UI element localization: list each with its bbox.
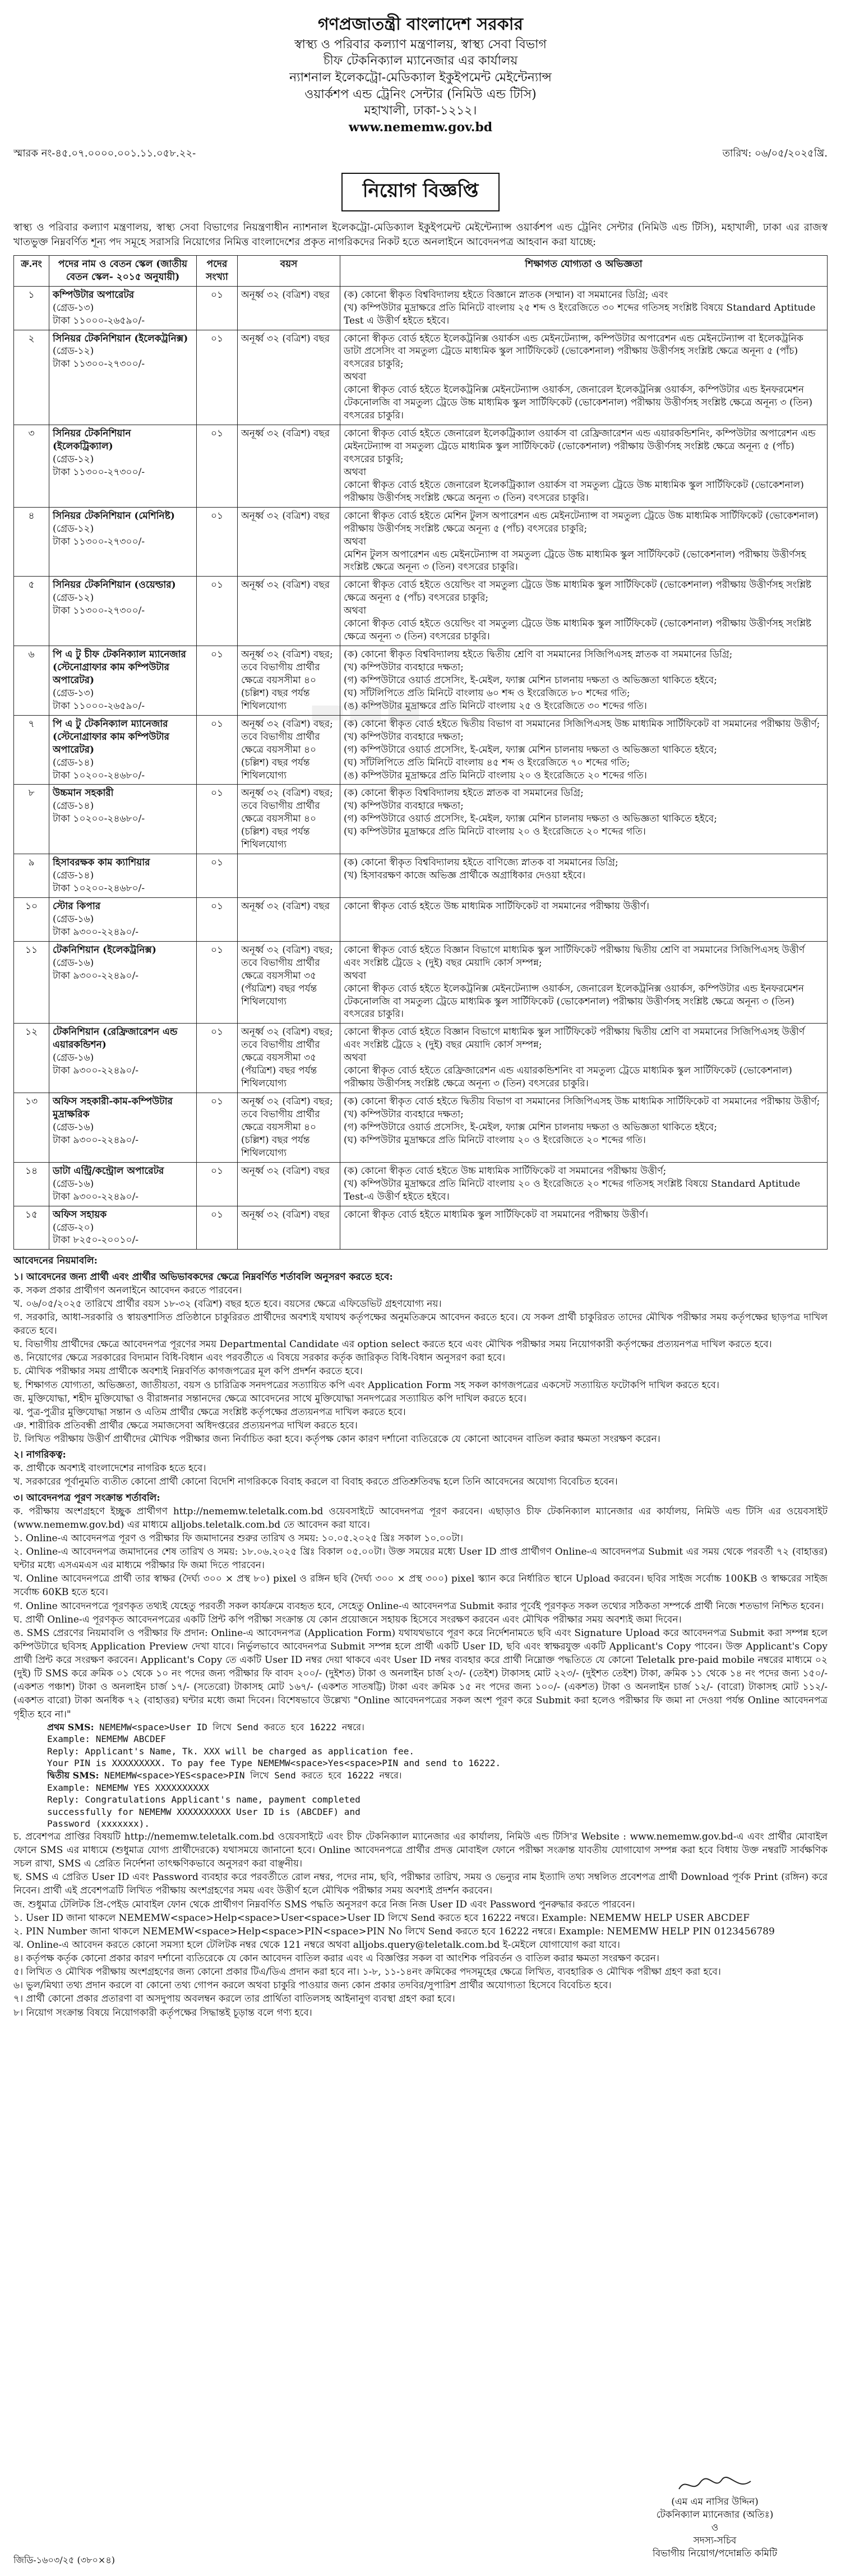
row-age: অনূর্ধ্ব ৩২ (বত্রিশ) বছর [238,897,340,941]
row-qty: ০১ [197,715,238,785]
part3-list [13,1505,828,1721]
intro-paragraph: স্বাস্থ্য ও পরিবার কল্যাণ মন্ত্রণালয়, স্বাস্থ্য সেবা বিভাগের নিয়ন্ত্রণাধীন ন্যাশনাল ইলেকট্রো-মেডিক্যাল ইকুইপমেন্ট মেইন্টেন্যান্স ওয়ার্কশপ এন্ড ট্রেনিং সেন্টার (নিমিউ এন্ড টিসি), মহাখালী, ঢাকা এর রাজস্ব খাতভুক্ত নিম্নবর্ণিত শূন্য পদ সমূহে সরাসরি নিয়োগের নিমিত্ত বাংলাদেশের প্রকৃত নাগরিকদের নিকট হতে অনলাইনে আবেদনপত্র আহবান করা যাচ্ছে: [13,221,828,248]
row-qty: ০১ [197,941,238,1024]
table-row [14,507,828,577]
qualification-line: (খ) কম্পিউটার ব্যবহারে দক্ষতা; [344,1109,464,1120]
condition-item: ছ. SMS এ প্রেরিত User ID এবং Password ব্যবহার করে পরবর্তীতে রোল নম্বর, পদের নাম, ছবি, পরীক্ষার তারিখ, সময় ও ভেন্যুর নাম ইত্যাদি তথ্য সম্বলিত প্রবেশপত্র প্রার্থী Download পূর্বক Print (রঙ্গিন) করে নিবেন। প্রার্থী এই প্রবেশপত্রটি লিখিত পরীক্ষায় অংশগ্রহণের সময় এবং উত্তীর্ণ হলে মৌখিক পরীক্ষার সময় অবশ্যই প্রদর্শন করবেন। [13,1872,828,1897]
row-post [49,425,197,508]
row-qty: ০১ [197,286,238,330]
qualification-line: (ক) কোনো স্বীকৃত বোর্ড হইতে দ্বিতীয় বিভাগ বা সমমানের সিজিপিএসহ উচ্চ মাধ্যমিক সার্টিফিকেট বা সমমানের পরীক্ষায় উত্তীর্ণ; [344,1096,820,1108]
post-name: হিসাবরক্ষক কাম ক্যাশিয়ার [53,857,150,869]
qualification-line: (গ) কম্পিউটারে ওয়ার্ড প্রসেসিং, ই-মেইল, ফ্যাক্স মেশিন চালনায় দক্ষতা ও অভিজ্ঞতা থাকিতে হইবে; [344,674,717,686]
qualification-line: অথবা [344,605,367,617]
condition-item: ঘ. প্রার্থী Online-এ পূরণকৃত আবেদনপত্রের একটি প্রিন্ট কপি পরীক্ষা সংক্রান্ত যে কোন প্রয়োজনে সহায়ক হিসেবে সংরক্ষণ করবেন এবং মৌখিক পরীক্ষার সময় অবশ্যই জমা দিবেন। [13,1614,682,1625]
qualification-line: কোনো স্বীকৃত বোর্ড হইতে ওয়েল্ডিং বা সমতুল্য ট্রেডে উচ্চ মাধ্যমিক স্কুল সার্টিফিকেট (ভোকেশনাল) পরীক্ষায় উত্তীর্ণসহ সংশ্লিষ্ট ক্ষেত্রে অনূন্য ৩ (তিন) বৎসরের চাকুরি। [344,618,812,643]
row-sl: ৯ [14,854,49,898]
row-post [49,715,197,785]
center-name-2: ওয়ার্কশপ এন্ড ট্রেনিং সেন্টার (নিমিউ এন্ড টিসি) [304,87,537,102]
row-qty: ০১ [197,425,238,508]
qualification-line: (খ) কম্পিউটার মুদ্রাক্ষরে প্রতি মিনিটে বাংলায় ২৫ শব্দ ও ইংরেজিতে ৩০ শব্দের গতিসহ সংশ্লিষ্ট বিষয়ে Standard Aptitude Test এ উত্তীর্ণ হইতে হইবে। [344,302,816,326]
row-post [49,897,197,941]
post-name: টেকনিশিয়ান (ইলেকট্রনিক্স) [53,944,156,956]
row-qty: ০১ [197,1206,238,1250]
qualification-line: (খ) কম্পিউটার ব্যবহারে দক্ষতা; [344,662,464,673]
row-qty: ০১ [197,897,238,941]
post-grade: (গ্রেড-১২) টাকা ১১৩০০-২৭৩০০/- [53,523,145,547]
row-age: অনূর্ধ্ব ৩২ (বত্রিশ) বছর [238,507,340,577]
memo-date: তারিখ: ০৬/০৫/২০২৫খ্রি. [722,147,828,159]
condition-item: ১. Online-এ আবেদনপত্র পূরণ ও পরীক্ষার ফি জমাদানের শুরুর তারিখ ও সময়: ১০.০৫.২০২৫ খ্রিঃ সকাল ১০.০০টা। [13,1532,464,1544]
signatory-role: ও [711,2522,719,2533]
row-qualification [340,577,828,646]
vacancy-rows [14,286,828,1250]
qualification-line: (খ) কম্পিউটার মুদ্রাক্ষরে প্রতি মিনিটে বাংলায় ২০ ও ইংরেজিতে ২০ শব্দের গতিসহ সংশ্লিষ্ট বিষয়ে Standard Aptitude Test-এ উত্তীর্ণ হইতে হইবে। [344,1178,801,1202]
condition-item: ঙ. নিয়োগের ক্ষেত্রে সরকারের বিদ্যমান বিধি-বিধান এবং পরবর্তীতে এ বিষয়ে সরকার কর্তৃক জারিকৃত বিধি-বিধান অনুসরণ করা হবে। [13,1352,506,1364]
row-qty: ০১ [197,577,238,646]
row-qty: ০১ [197,646,238,716]
qualification-line: কোনো স্বীকৃত বোর্ড হইতে ইলেকট্রনিক্স ওয়ার্কস এন্ড মেইনটেন্যান্স, কম্পিউটার অপারেশন এন্ড মেইনটেন্যান্স বা ইলেকট্রনিক ডাটা প্রসেসিং বা সমতুল্য ট্রেডে মাধ্যমিক স্কুল সার্টিফিকেট (ভোকেশনাল) পরীক্ষায় উত্তীর্ণসহ সংশ্লিষ্ট ক্ষেত্রে অনূন্য ৫ (পাঁচ) বৎসরের চাকুরি; [344,333,803,370]
condition-item: জ. মুক্তিযোদ্ধা, শহীদ মুক্তিযোদ্ধা ও বীরাঙ্গনার সন্তানদের ক্ষেত্রে আবেদনের সাথে মুক্তিযোদ্ধা সনদপত্রের সত্যায়িত কপি দাখিল করতে হবে। [13,1393,526,1404]
row-sl: ১৫ [14,1206,49,1250]
condition-item: ৭। প্রার্থী কোনো প্রকার প্রতারণা বা অসদুপায় অবলম্বন করলে তার প্রার্থিতা বাতিলসহ আইনানুগ ব্যবস্থা গ্রহণ করা হবে। [13,1993,455,2005]
row-sl: ২ [14,330,49,425]
row-post [49,646,197,716]
post-grade: (গ্রেড-১৬) টাকা ৯৩০০-২২৪৯০/- [53,957,139,981]
part1-title: ১। আবেদনের জন্য প্রার্থী এবং প্রার্থীর অভিভাবকদের ক্ষেত্রে নিম্নবর্ণিত শর্তাবলি অনুসরণ করতে হবে: [13,1271,393,1283]
signature-block [622,2473,807,2560]
sms-second [13,1769,828,1830]
table-header-row [14,255,828,286]
qualification-line: (খ) কম্পিউটার ব্যবহারে দক্ষতা; [344,800,464,812]
footer [13,2553,828,2568]
qualification-line: (ক) কোনো স্বীকৃত বোর্ড হইতে দ্বিতীয় বিভাগ বা সমমানের সিজিপিএসহ উচ্চ মাধ্যমিক সার্টিফিকেট বা সমমানের পরীক্ষায় উত্তীর্ণ; [344,718,820,730]
table-row [14,1093,828,1163]
post-grade: (গ্রেড-১২) টাকা ১১৩০০-২৭৩০০/- [53,453,145,478]
qualification-line: অথবা [344,970,367,981]
part3-title: ৩। আবেদনপত্র পূরণ সংক্রান্ত শর্তাবলি: [13,1492,160,1504]
footer-code: জিডি-১৬০৩/২৫ (৩৮০×৪) [13,2555,115,2565]
qualification-line: (ক) কোনো স্বীকৃত বিশ্ববিদ্যালয় হইতে বিজ্ঞানে স্নাতক (সম্মান) বা সমমানের ডিগ্রি; এবং [344,289,668,301]
header-post: পদের নাম ও বেতন স্কেল (জাতীয় বেতন স্কেল- ২০১৫ অনুযায়ী) [49,255,197,286]
condition-item: খ. ০৬/০৫/২০২৫ তারিখে প্রার্থীর বয়স ১৮-৩২ (বত্রিশ) বছর হতে হবে। বয়সের ক্ষেত্রে এফিডেভিট গ্রহণযোগ্য নয়। [13,1298,442,1310]
part2-list [13,1462,828,1489]
row-age: অনূর্ধ্ব ৩২ (বত্রিশ) বছর [238,1206,340,1250]
qualification-line: অথবা [344,1052,367,1064]
row-post [49,785,197,854]
row-qty: ০১ [197,854,238,898]
row-sl: ৪ [14,507,49,577]
signatory-role-2: সদস্য-সচিব [693,2534,737,2546]
condition-item: খ. সরকারের পূর্বানুমতি ব্যতীত কোনো প্রার্থী কোনো বিদেশি নাগরিককে বিবাহ করলে বা বিবাহ করতে প্রতিশ্রুতিবদ্ধ হলে তিনি আবেদনের অযোগ্য বিবেচিত হবেন। [13,1476,618,1488]
table-row [14,425,828,508]
condition-item: ক. প্রার্থীকে অবশ্যই বাংলাদেশের নাগরিক হতে হবে। [13,1463,206,1474]
row-post [49,1024,197,1093]
table-row [14,577,828,646]
row-qty: ০১ [197,1024,238,1093]
header-age: বয়স [238,255,340,286]
memo-line [13,145,828,163]
row-qualification [340,897,828,941]
row-qualification [340,854,828,898]
row-sl: ৮ [14,785,49,854]
qualification-line: কোনো স্বীকৃত বোর্ড হইতে বিজ্ঞান বিভাগে মাধ্যমিক স্কুল সার্টিফিকেট পরীক্ষায় দ্বিতীয় শ্রেণি বা সমমানের সিজিপিএসহ উত্তীর্ণ এবং সংশ্লিষ্ট ট্রেডে ২ (দুই) বছর মেয়াদি কোর্স সম্পন্ন; [344,1026,805,1051]
part2-title: ২। নাগরিকত্ব: [13,1449,66,1461]
post-grade: (গ্রেড-১৬) টাকা ৯৩০০-২২৪৯০/- [53,1121,139,1146]
post-name: উচ্চমান সহকারী [53,787,114,799]
row-sl: ১০ [14,897,49,941]
row-sl: ১৩ [14,1093,49,1163]
row-sl: ৩ [14,425,49,508]
post-grade: (গ্রেড-১৩) টাকা ১১০০০-২৬৫৯০/- [53,302,145,326]
office-name: চীফ টেকনিক্যাল ম্যানেজার এর কার্যালয় [323,54,518,68]
qualification-line: (গ) কম্পিউটারে ওয়ার্ড প্রসেসিং, ই-মেইল, ফ্যাক্স মেশিন চালনায় দক্ষতা ও অভিজ্ঞতা থাকিতে হইবে; [344,813,717,825]
qualification-line: কোনো স্বীকৃত বোর্ড হইতে ইলেকট্রনিক্স মেইনটেন্যান্স ওয়ার্কস, জেনারেল ইলেকট্রনিক্স ওয়ার্কস, কম্পিউটার এন্ড ইনফরমেশন টেকনোলজি বা সমতুল্য ট্রেডে উচ্চ মাধ্যমিক স্কুল সার্টিফিকেট (ভোকেশনাল) পরীক্ষায় উত্তীর্ণসহ সংশ্লিষ্ট ক্ষেত্রে অনূন্য ৩ (তিন) বৎসরের চাকুরি। [344,384,813,422]
row-qualification [340,1206,828,1250]
qualification-line: (ক) কোনো স্বীকৃত বোর্ড হইতে উচ্চ মাধ্যমিক সার্টিফিকেট বা সমমানের পরীক্ষায় উত্তীর্ণ; [344,1165,667,1177]
header-qualification: শিক্ষাগত যোগ্যতা ও অভিজ্ঞতা [340,255,828,286]
table-row [14,854,828,898]
qualification-line: (ঘ) কম্পিউটার মুদ্রাক্ষরে প্রতি মিনিটে বাংলায় ২০ ও ইংরেজিতে ২০ শব্দের গতি। [344,1134,646,1146]
row-qty: ০১ [197,785,238,854]
row-qualification [340,941,828,1024]
qualification-line: কোনো স্বীকৃত বোর্ড হইতে মেশিন টুলস অপারেশন এন্ড মেইনটেন্যান্স বা সমতুল্য ট্রেডে উচ্চ মাধ্যমিক সার্টিফিকেট (ভোকেশনাল) পরীক্ষায় উত্তীর্ণসহ সংশ্লিষ্ট ক্ষেত্রে অনূন্য ৫ (পাঁচ) বৎসরের চাকুরি; [344,510,819,534]
qualification-line: কোনো স্বীকৃত বোর্ড হইতে জেনারেল ইলেকট্রিক্যাল ওয়ার্কস বা সমতুল্য ট্রেডে উচ্চ মাধ্যমিক স্কুল সার্টিফিকেট (ভোকেশনাল) পরীক্ষায় উত্তীর্ণসহ সংশ্লিষ্ট ক্ষেত্রে অনূন্য ৩ (তিন) বৎসরের চাকুরি। [344,479,804,504]
post-name: টেকনিশিয়ান (রেফ্রিজারেশন এন্ড এয়ারকন্ডিশন) [53,1026,178,1051]
qualification-line: কোনো স্বীকৃত বোর্ড হইতে বিজ্ঞান বিভাগে মাধ্যমিক স্কুল সার্টিফিকেট পরীক্ষায় দ্বিতীয় শ্রেণি বা সমমানের সিজিপিএসহ উত্তীর্ণ এবং সংশ্লিষ্ট ট্রেডে ২ (দুই) বছর মেয়াদি কোর্স সম্পন্ন; [344,944,805,969]
condition-item: গ. Online আবেদনপত্রে পূরণকৃত তথ্যই যেহেতু পরবর্তী সকল কার্যক্রমে ব্যবহৃত হবে, সেহেতু Online-এ আবেদনপত্র Submit করার পূর্বেই পূরণকৃত সকল তথ্যের সঠিকতা সম্পর্কে প্রার্থী নিজে শতভাগ নিশ্চিত হবেন। [13,1600,824,1612]
notice-title: নিয়োগ বিজ্ঞপ্তি [341,173,500,211]
qualification-line: (ঘ) সাঁটলিপিতে প্রতি মিনিটে বাংলায় ৪৫ শব্দ ও ইংরেজিতে ৭০ শব্দের গতি; [344,757,630,768]
condition-item: ট. লিখিত পরীক্ষায় উত্তীর্ণ প্রার্থীদের মৌখিক পরীক্ষার জন্য নির্বাচিত করা হবে। কর্তৃপক্ষ কোন কারণ দর্শানো ব্যতিরেকে যে কোনো আবেদন বাতিল করার ক্ষমতা সংরক্ষণ করেন। [13,1434,660,1445]
qualification-line: মেশিন টুলস অপারেশন এন্ড মেইনটেন্যান্স বা সমতুল্য ট্রেডে উচ্চ মাধ্যমিক স্কুল সার্টিফিকেট (ভোকেশনাল) পরীক্ষায় উত্তীর্ণসহ সংশ্লিষ্ট ক্ষেত্রে অনূন্য ৩ (তিন) বৎসরের চাকুরি। [344,549,806,573]
conditions-heading: আবেদনের নিয়মাবলি: [13,1255,98,1267]
condition-item: ক. সকল প্রকার প্রার্থীগণ অনলাইনে আবেদন করতে পারবেন। [13,1284,242,1296]
qualification-line: কোনো স্বীকৃত বোর্ড হইতে মাধ্যমিক স্কুল সার্টিফিকেট বা সমমানের পরীক্ষায় উত্তীর্ণ। [344,1209,649,1220]
condition-item: ঞ. শারীরিক প্রতিবন্ধী প্রার্থীর ক্ষেত্রে সমাজসেবা অধিদপ্তরের প্রত্যয়নপত্র দাখিল করতে হবে। [13,1420,358,1431]
header-sl: ক্র.নং [14,255,49,286]
row-sl: ১ [14,286,49,330]
condition-item: ঘ. বিভাগীয় প্রার্থীদের ক্ষেত্রে আবেদনপত্র পূরণের সময় Departmental Candidate এর option select করতে হবে এবং মৌখিক পরীক্ষার সময় নিয়োগকারী কর্তৃপক্ষের প্রত্যয়নপত্র দাখিল করতে হবে। [13,1339,772,1351]
post-grade: (গ্রেড-১৩) টাকা ১১০০০-২৬৫৯০/- [53,687,145,712]
qualification-line: অথবা [344,466,367,478]
row-qualification [340,425,828,508]
row-post [49,1162,197,1206]
row-qty: ০১ [197,330,238,425]
sms-first [13,1721,828,1769]
condition-item: ছ. শিক্ষাগত যোগ্যতা, অভিজ্ঞতা, জাতীয়তা, বয়স ও চারিত্রিক সনদপত্রের সত্যায়িত কপি এবং Application Form সহ সকল কাগজপত্রের একসেট সত্যায়িত ফটোকপি দাখিল করতে হবে। [13,1379,719,1391]
row-post [49,1206,197,1250]
row-sl: ৬ [14,646,49,716]
row-qualification [340,330,828,425]
row-age: অনূর্ধ্ব ৩২ (বত্রিশ) বছর; তবে বিভাগীয় প্রার্থীর ক্ষেত্রে বয়সসীমা ৪০ (চল্লিশ) বছর পর্যন্ত শিথিলযোগ্য [238,785,340,854]
post-name: সিনিয়র টেকনিশিয়ান (ইলেকট্রিক্যাল) [53,428,131,452]
table-row [14,1162,828,1206]
condition-item: ২. PIN Number জানা থাকলে NEMEMW<space>Help<space>PIN<space>PIN No লিখে Send করতে হবে 16222 নম্বরে। Example: NEMEMW HELP PIN 0123456789 [13,1925,775,1937]
part4-list [13,1830,828,2020]
qualification-line: (খ) হিসাবরক্ষণ কাজে অভিজ্ঞ প্রার্থীকে অগ্রাধিকার দেওয়া হইবে। [344,870,586,882]
table-row [14,286,828,330]
row-age: অনূর্ধ্ব ৩২ (বত্রিশ) বছর [238,577,340,646]
qualification-line: (ক) কোনো স্বীকৃত বিশ্ববিদ্যালয় হইতে দ্বিতীয় শ্রেণি বা সমমানের সিজিপিএসহ স্নাতক বা সমমানের ডিগ্রি; [344,649,733,661]
row-age: অনূর্ধ্ব ৩২ (বত্রিশ) বছর [238,425,340,508]
row-post [49,330,197,425]
row-age: অনূর্ধ্ব ৩২ (বত্রিশ) বছর; তবে বিভাগীয় প্রার্থীর ক্ষেত্রে বয়সসীমা ৪০ (চল্লিশ) বছর পর্যন্ত শিথিলযোগ্য [238,715,340,785]
post-name: পি এ টু টেকনিক্যাল ম্যানেজার (স্টেনোগ্রাফার কাম কম্পিউটার অপারেটর) [53,718,169,755]
post-grade: (গ্রেড-১৬) টাকা ৯৩০০-২২৪৯০/- [53,1052,139,1077]
signatory-name: (এম এম নাসির উদ্দিন) [671,2496,759,2508]
post-name: সিনিয়র টেকনিশিয়ান (ওয়েল্ডার) [53,579,176,591]
signatory-designation: টেকনিক্যাল ম্যানেজার (অতিঃ) [656,2509,774,2520]
condition-item: জ. শুধুমাত্র টেলিটক প্রি-পেইড মোবাইল ফোন থেকে প্রার্থীগণ নিম্নবর্ণিত SMS পদ্ধতি অনুসরণ করে নিজ নিজ User ID এবং Password পুনরুদ্ধার করতে পারবেন। [13,1898,635,1910]
condition-item: গ. সরকারি, আধা-সরকারি ও স্বায়ত্তশাসিত প্রতিষ্ঠানে চাকুরিরত প্রার্থীদের অবশ্যই যথাযথ কর্তৃপক্ষের অনুমতিক্রমে আবেদন করতে হবে। যে সকল প্রার্থী চাকুরিরত তাদের মৌখিক পরীক্ষার সময় কর্তৃপক্ষের ছাড়পত্র দাখিল করতে হবে। [13,1311,828,1337]
government-name: গণপ্রজাতন্ত্রী বাংলাদেশ সরকার [318,15,523,34]
qualification-line: অথবা [344,536,367,547]
qualification-line: (ক) কোনো স্বীকৃত বিশ্ববিদ্যালয় হইতে স্নাতক বা সমমানের ডিগ্রি; [344,787,584,799]
qualification-line: কোনো স্বীকৃত বোর্ড হইতে ইলেকট্রনিক্স মেইনটেন্যান্স ওয়ার্কস, জেনারেল ইলেকট্রনিক্স ওয়ার্কস, কম্পিউটার এন্ড ইনফরমেশন টেকনোলজি বা সমতুল্য ট্রেডে মাধ্যমিক স্কুল সার্টিফিকেট (ভোকেশনাল) পরীক্ষায় উত্তীর্ণসহ সংশ্লিষ্ট ক্ষেত্রে অনূন্য ৩ (তিন) বৎসরের চাকুরি। [344,983,804,1020]
qualification-line: কোনো স্বীকৃত বোর্ড হইতে উচ্চ মাধ্যমিক সার্টিফিকেট বা সমমানের পরীক্ষায় উত্তীর্ণ। [344,900,650,912]
sms-second-title: দ্বিতীয় SMS: [47,1770,99,1781]
sms-second-body: NEMEMW<space>YES<space>PIN লিখে Send করতে হবে 16222 নম্বরে। Example: NEMEMW YES XXXXXXXXXX Reply: Congratulations Applicant's name, payment completed successfully for NEMEMW XXXXXXXXXX User ID is (ABCDEF) and Password (xxxxxxx). [47,1770,402,1830]
row-qualification [340,1024,828,1093]
signature-mark [622,2473,807,2496]
website-link[interactable]: www.nememw.gov.bd [348,119,493,135]
table-row [14,897,828,941]
condition-item: ৮। নিয়োগ সংক্রান্ত বিষয়ে নিয়োগকারী কর্তৃপক্ষের সিদ্ধান্তই চূড়ান্ত বলে গণ্য হবে। [13,2007,312,2019]
row-qty: ০১ [197,1093,238,1163]
condition-item: চ. প্রবেশপত্র প্রাপ্তির বিষয়টি http://nememw.teletalk.com.bd ওয়েবসাইটে এবং চীফ টেকনিক্যাল ম্যানেজার এর কার্যালয়, নিমিউ এন্ড টিসি'র Website : www.nememw.gov.bd-এ এবং প্রার্থীর মোবাইল ফোনে SMS এর মাধ্যমে (শুধুমাত্র যোগ্য প্রার্থীদেরকে) যথাসময়ে জানানো হবে। Online আবেদনপত্রে প্রার্থীর প্রদত্ত মোবাইল ফোনে পরীক্ষা সংক্রান্ত যাবতীয় যোগাযোগ সম্পন্ন করা হবে বিধায় উক্ত নম্বরটি সার্বক্ষণিক সচল রাখা, SMS এ প্রেরিত নির্দেশনা তাৎক্ষণিকভাবে অনুসরণ করা বাঞ্ছনীয়। [13,1831,828,1870]
condition-item: ৬। ভুল/মিথ্যা তথ্য প্রদান করলে বা কোনো তথ্য গোপন করলে অথবা চাকুরি পাওয়ার জন্য কোন প্রকার তদবির/সুপারিশ প্রার্থীর অযোগ্যতা হিসেবে বিবেচিত হবে। [13,1980,612,1992]
condition-item: ৫। লিখিত ও মৌখিক পরীক্ষায় অংশগ্রহণের জন্য কোনো প্রকার টিএ/ডিএ প্রদান করা হবে না। ১-৮, ১১-১৪নং ক্রমিকের পদসমূহের ক্ষেত্রে লিখিত, ব্যবহারিক ও মৌখিক পরীক্ষা গ্রহণ করা হবে। [13,1966,721,1978]
row-qualification [340,1093,828,1163]
table-row [14,941,828,1024]
row-sl: ৫ [14,577,49,646]
row-qualification [340,286,828,330]
qualification-line: কোনো স্বীকৃত বোর্ড হইতে ওয়েল্ডিং বা সমতুল্য ট্রেডে উচ্চ মাধ্যমিক স্কুল সার্টিফিকেট (ভোকেশনাল) পরীক্ষায় উত্তীর্ণসহ সংশ্লিষ্ট ক্ষেত্রে অনূন্য ৫ (পাঁচ) বৎসরের চাকুরি; [344,579,812,604]
row-age: অনূর্ধ্ব ৩২ (বত্রিশ) বছর; তবে বিভাগীয় প্রার্থীর ক্ষেত্রে বয়সসীমা ৩৫ (পঁয়ত্রিশ) বছর পর্যন্ত শিথিলযোগ্য [238,1024,340,1093]
table-row [14,1206,828,1250]
row-sl: ৭ [14,715,49,785]
row-post [49,507,197,577]
row-qualification [340,1162,828,1206]
sms-first-title: প্রথম SMS: [47,1721,94,1732]
condition-item: খ. Online আবেদনপত্রে প্রার্থী তার স্বাক্ষর (দৈর্ঘ্য ৩০০ × প্রস্থ ৮০) pixel ও রঙ্গিন ছবি (দৈর্ঘ্য ৩০০ × প্রস্থ ৩০০) pixel স্ক্যান করে নির্ধারিত স্থানে Upload করবেন। ছবির সাইজ সর্বোচ্চ 100KB ও স্বাক্ষরের সাইজ সর্বোচ্চ 60KB হতে হবে। [13,1573,828,1598]
qualification-line: (গ) কম্পিউটারে ওয়ার্ড প্রসেসিং, ই-মেইল, ফ্যাক্স মেশিন চালনায় দক্ষতা ও অভিজ্ঞতা থাকিতে হইবে; [344,744,717,755]
condition-item: ৪। কর্তৃপক্ষ কর্তৃক কোনো প্রকার কারণ দর্শানো ব্যতিরেকে যে কোন আবেদন বাতিল করার এবং এ বিজ্ঞপ্তির সকল বা আংশিক পরিবর্তন ও বাতিল করার ক্ষমতা সংরক্ষণ করেন। [13,1953,659,1965]
qualification-line: কোনো স্বীকৃত বোর্ড হইতে রেফ্রিজারেশন এন্ড এয়ারকন্ডিশনিং বা সমতুল্য ট্রেডে মাধ্যমিক স্কুল সার্টিফিকেট (ভোকেশনাল) পরীক্ষায় উত্তীর্ণসহ সংশ্লিষ্ট ক্ষেত্রে অনূন্য ৩ (তিন) বৎসরের চাকুরি। [344,1065,792,1090]
condition-item: ঙ. SMS প্রেরণের নিয়মাবলি ও পরীক্ষার ফি প্রদান: Online-এ আবেদনপত্র (Application Form) যথাযথভাবে পূরণ করে নির্দেশনামতে ছবি এবং Signature Upload করে আবেদনপত্র Submit করা সম্পন্ন হলে কম্পিউটারে ছবিসহ Application Preview দেখা যাবে। নির্ভুলভাবে আবেদনপত্র Submit সম্পন্ন হলে প্রার্থী একটি User ID, ছবি এবং স্বাক্ষরযুক্ত একটি Applicant's Copy পাবেন। উক্ত Applicant's Copy প্রার্থী প্রিন্ট করে সংরক্ষণ করবেন। Applicant's Copy তে একটি User ID নম্বর দেয়া থাকবে এবং User ID নম্বর ব্যবহার করে প্রার্থী নিম্নোক্ত পদ্ধতিতে যে কোনো Teletalk pre-paid mobile নম্বরের মাধ্যমে ০২ (দুই) টি SMS করে ক্রমিক ০১ থেকে ১০ নং পদের জন্য পরীক্ষার ফি বাবদ ২০০/- (দুইশত) টাকা ও অনলাইন চার্জ ২৩/- (তেইশ) টাকাসহ মোট ২২৩/- (দুইশত তেইশ) টাকা, ক্রমিক ১১ থেকে ১৪ নং পদের জন্য ১৫০/- (একশত পঞ্চাশ) টাকা ও অনলাইন চার্জ ১৭/- (সতেরো) টাকাসহ মোট ১৬৭/- (একশত সাতষট্টি) টাকা এবং ক্রমিক ১৫ নং পদের জন্য ১০০/- (একশত) টাকা ও অনলাইন চার্জ ১২/- (বারো) টাকাসহ মোট ১১২/- (একশত বারো) টাকা অনধিক ৭২ (বাহাত্তর) ঘন্টার মধ্যে জমা দিবেন। বিশেষভাবে উল্লেখ্য "Online আবেদনপত্রের সকল অংশ পূরণ করে Submit করা হলেও পরীক্ষার ফি জমা না দেওয়া পর্যন্ত Online আবেদনপত্র গৃহীত হবে না।" [13,1627,828,1720]
row-qty: ০১ [197,507,238,577]
row-age [238,854,340,898]
row-qty: ০১ [197,1162,238,1206]
row-age: অনূর্ধ্ব ৩২ (বত্রিশ) বছর; তবে বিভাগীয় প্রার্থীর ক্ষেত্রে বয়সসীমা ৩৫ (পঁয়ত্রিশ) বছর পর্যন্ত শিথিলযোগ্য [238,941,340,1024]
table-row [14,330,828,425]
post-grade: (গ্রেড-১৬) টাকা ৯৩০০-২২৪৯০/- [53,1178,139,1202]
office-address: মহাখালী, ঢাকা-১২১২। [364,104,477,118]
qualification-line: (ক) কোনো স্বীকৃত বিশ্ববিদ্যালয় হইতে বাণিজ্যে স্নাতক বা সমমানের ডিগ্রি; [344,857,618,869]
qualification-line: (খ) কম্পিউটার ব্যবহারে দক্ষতা; [344,731,464,743]
row-post [49,286,197,330]
svg-text:▬▬▬: ▬▬▬ [308,686,423,733]
post-grade: (গ্রেড-১৪) টাকা ১০২০০-২৪৬৮০/- [53,757,145,781]
post-name: অফিস সহায়ক [53,1209,107,1220]
condition-item: ১. User ID জানা থাকলে NEMEMW<space>Help<space>User<space>User ID লিখে Send করতে হবে 16222 নম্বরে। Example: NEMEMW HELP USER ABCDEF [13,1912,750,1924]
vacancy-table [13,255,828,1250]
post-name: ডাটা এন্ট্রি/কন্ট্রোল অপারেটর [53,1165,164,1177]
row-sl: ১১ [14,941,49,1024]
row-post [49,854,197,898]
post-grade: (গ্রেড-১৪) টাকা ১০২০০-২৪৬৮০/- [53,800,145,825]
post-name: সিনিয়র টেকনিশিয়ান (ইলেকট্রনিক্স) [53,333,188,344]
header-qty: পদের সংখ্যা [197,255,238,286]
post-name: সিনিয়র টেকনিশিয়ান (মেশিনিষ্ট) [53,510,175,522]
row-qualification [340,507,828,577]
condition-item: ক. পরীক্ষায় অংশগ্রহণে ইচ্ছুক প্রার্থীগণ http://nememw.teletalk.com.bd ওয়েবসাইটে আবেদনপত্র পূরণ করবেন। এছাড়াও চীফ টেকনিক্যাল ম্যানেজার এর কার্যালয়, নিমিউ এন্ড টিসি এর ওয়েবসাইট (www.nememw.gov.bd) এর মাধ্যমে alljobs.teletalk.com.bd তে আবেদন করা যাবে। [13,1505,828,1531]
qualification-line: (গ) কম্পিউটারে ওয়ার্ড প্রসেসিং, ই-মেইল, ফ্যাক্স মেশিন চালনায় দক্ষতা ও অভিজ্ঞতা থাকিতে হইবে; [344,1121,717,1133]
center-name: ন্যাশনাল ইলেকট্রো-মেডিক্যাল ইকুইপমেন্ট মেইন্টেন্যান্স [289,70,552,85]
post-name: অফিস সহকারী-কাম-কম্পিউটার মুদ্রাক্ষরিক [53,1096,173,1120]
letterhead [13,13,828,136]
condition-item: ঝ. Online-এ আবেদন করতে কোনো সমস্যা হলে টেলিটক নম্বর থেকে 121 নম্বরে অথবা alljobs.query@teletalk.com.bd ই-মেইলে যোগাযোগ করা যাবে। [13,1939,620,1951]
qualification-line: (ঘ) সাঁটলিপিতে প্রতি মিনিটে বাংলায় ৬০ শব্দ ও ইংরেজিতে ৮০ শব্দের গতি; [344,687,630,699]
post-grade: (গ্রেড-১২) টাকা ১১৩০০-২৭৩০০/- [53,345,145,370]
row-qualification [340,785,828,854]
row-sl: ১২ [14,1024,49,1093]
post-grade: (গ্রেড-২০) টাকা ৮২৫০-২০০১০/- [53,1222,139,1246]
qualification-line: (ঘ) কম্পিউটার মুদ্রাক্ষরে প্রতি মিনিটে বাংলায় ২০ ও ইংরেজিতে ২০ শব্দের গতি। [344,826,646,838]
row-post [49,941,197,1024]
row-age: অনূর্ধ্ব ৩২ (বত্রিশ) বছর [238,286,340,330]
table-row [14,785,828,854]
post-name: কম্পিউটার অপারেটর [53,289,135,301]
condition-item: ২. Online-এ আবেদনপত্র জমাদানের শেষ তারিখ ও সময়: ১৮.০৬.২০২৫ খ্রিঃ বিকাল ০৫.০০টা। উক্ত সময়ের মধ্যে User ID প্রাপ্ত প্রার্থীগণ Online-এ আবেদনপত্র Submit এর সময় থেকে পরবর্তী ৭২ (বাহাত্তর) ঘন্টার মধ্যে এসএমএস এর মাধ্যমে পরীক্ষার ফি জমা দিতে পারবেন। [13,1546,828,1572]
ministry-name: স্বাস্থ্য ও পরিবার কল্যাণ মন্ত্রণালয়, স্বাস্থ্য সেবা বিভাগ [294,37,547,52]
signatory-committee: বিভাগীয় নিয়োগ/পদোন্নতি কমিটি [652,2547,778,2559]
row-sl: ১৪ [14,1162,49,1206]
qualification-line: কোনো স্বীকৃত বোর্ড হইতে জেনারেল ইলেকট্রিক্যাল ওয়ার্কস বা রেফ্রিজারেশন এন্ড এয়ারকন্ডিশনিং, কম্পিউটার অপারেশন এন্ড মেইনটেন্যান্স বা সমতুল্য ট্রেডে মাধ্যমিক স্কুল সার্টিফিকেট (ভোকেশনাল) পরীক্ষায় উত্তীর্ণসহ সংশ্লিষ্ট ক্ষেত্রে অনূন্য ৫ (পাঁচ) বৎসরের চাকুরি; [344,428,816,465]
row-post [49,1093,197,1163]
conditions-section [13,1254,828,2019]
row-age: অনূর্ধ্ব ৩২ (বত্রিশ) বছর; তবে বিভাগীয় প্রার্থীর ক্ষেত্রে বয়সসীমা ৪০ (চল্লিশ) বছর পর্যন্ত শিথিলযোগ্য [238,1093,340,1163]
condition-item: ঝ. পুত্র-পুত্রীর মুক্তিযোদ্ধা সন্তান ও এতিম প্রার্থীর ক্ষেত্রে সংশ্লিষ্ট কর্তৃপক্ষের প্রত্যয়নপত্র দাখিল করতে হবে। [13,1406,406,1418]
post-grade: (গ্রেড-১৪) টাকা ১০২০০-২৪৬৮০/- [53,870,145,894]
watermark-logo [303,684,538,735]
row-age: অনূর্ধ্ব ৩২ (বত্রিশ) বছর [238,330,340,425]
part1-list [13,1284,828,1446]
row-age: অনূর্ধ্ব ৩২ (বত্রিশ) বছর; তবে বিভাগীয় প্রার্থীর ক্ষেত্রে বয়সসীমা ৪০ (চল্লিশ) বছর পর্যন্ত শিথিলযোগ্য [238,646,340,716]
qualification-line: (ঙ) কম্পিউটার মুদ্রাক্ষরে প্রতি মিনিটে বাংলায় ২০ ও ইংরেজিতে ২০ শব্দের গতি। [344,769,647,781]
post-name: স্টোর কিপার [53,900,101,912]
post-grade: (গ্রেড-১৬) টাকা ৯৩০০-২২৪৯০/- [53,913,139,938]
condition-item: চ. মৌখিক পরীক্ষার সময় প্রার্থীকে অবশ্যই নিম্নবর্ণিত কাগজপত্রের মূল কপি প্রদর্শন করতে হবে। [13,1366,363,1377]
post-grade: (গ্রেড-১২) টাকা ১১৩০০-২৭৩০০/- [53,592,145,617]
table-row [14,1024,828,1093]
post-name: পি এ টু চীফ টেকনিক্যাল ম্যানেজার (স্টেনোগ্রাফার কাম কম্পিউটার অপারেটর) [53,649,186,686]
memo-ref: স্মারক নং-৪৫.০৭.০০০০.০০১.১১.০৫৮.২২- [13,147,196,159]
qualification-line: (ঙ) কম্পিউটার মুদ্রাক্ষরে প্রতি মিনিটে বাংলায় ২৫ ও ইংরেজিতে ৩০ শব্দের গতি। [344,700,647,712]
row-post [49,577,197,646]
sms-first-body: NEMEMW<space>User ID লিখে Send করতে হবে 16222 নম্বরে। Example: NEMEMW ABCDEF Reply: Applicant's Name, Tk. XXX will be charged as application fee. Your PIN is XXXXXXXXX. To pay fee Type NEMEMW<space>Yes<space>PIN and send to 16222. [47,1721,501,1769]
row-age: অনূর্ধ্ব ৩২ (বত্রিশ) বছর [238,1162,340,1206]
qualification-line: অথবা [344,371,367,383]
